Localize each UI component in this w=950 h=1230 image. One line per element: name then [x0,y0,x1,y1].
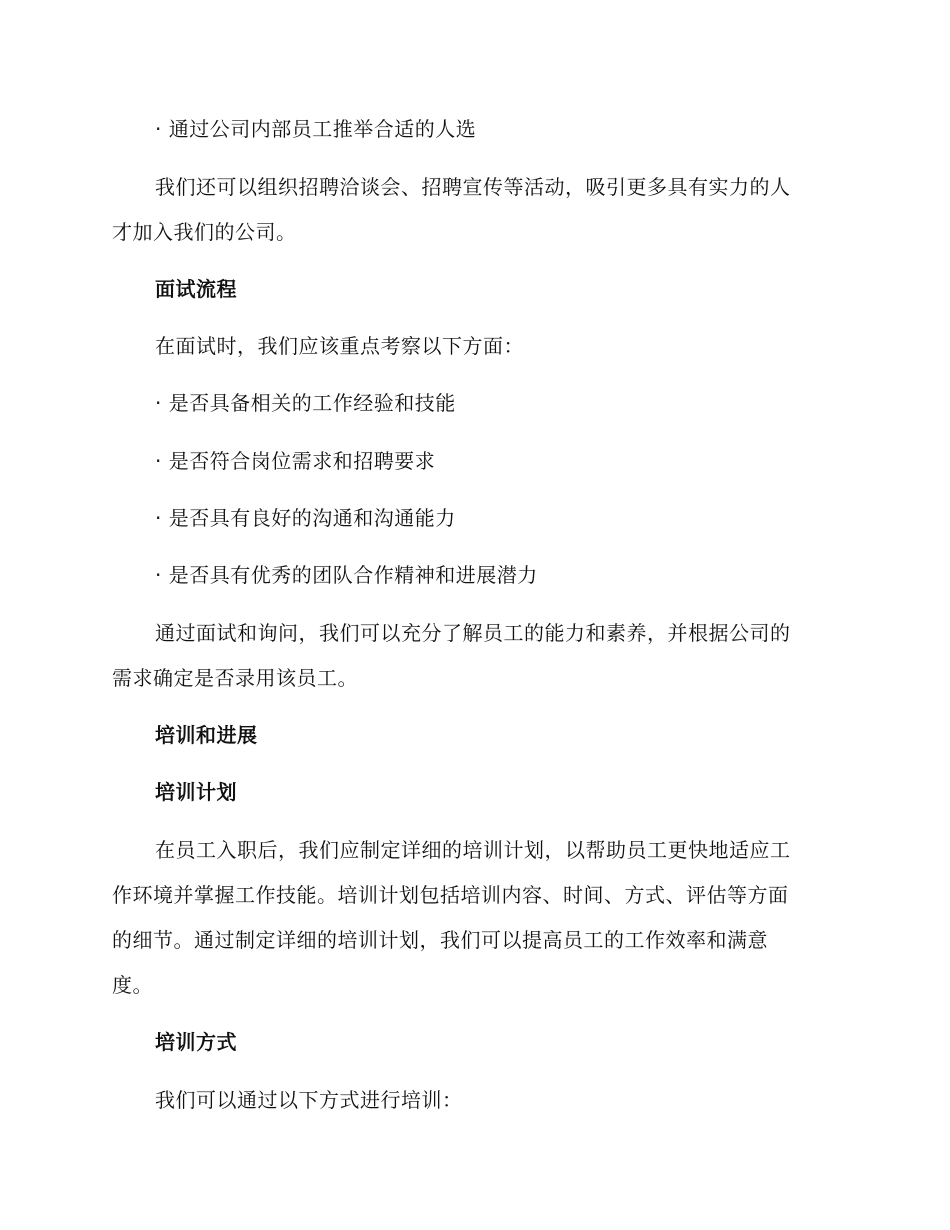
training-method-lead: 我们可以通过以下方式进行培训： [155,1088,463,1112]
interview-lead: 在面试时，我们应该重点考察以下方面： [155,334,524,358]
heading-training-plan: 培训计划 [155,780,237,804]
heading-training-development: 培训和进展 [155,723,258,747]
interview-summary-line-1: 通过面试和询问，我们可以充分了解员工的能力和素养，并根据公司的 [155,621,791,645]
training-plan-line-3: 的细节。通过制定详细的培训计划，我们可以提高员工的工作效率和满意 [112,928,768,952]
bullet-referral: · 通过公司内部员工推举合适的人选 [155,117,477,141]
paragraph-events-line-1: 我们还可以组织招聘洽谈会、招聘宣传等活动，吸引更多具有实力的人 [155,175,791,199]
interview-bullet: · 是否具有优秀的团队合作精神和进展潜力 [155,563,538,587]
training-plan-line-2: 作环境并掌握工作技能。培训计划包括培训内容、时间、方式、评估等方面 [112,883,789,907]
interview-bullet: · 是否符合岗位需求和招聘要求 [155,449,436,473]
heading-interview-process: 面试流程 [155,277,237,301]
training-plan-line-4: 度。 [112,973,153,997]
paragraph-events-line-2: 才加入我们的公司。 [112,220,297,244]
training-plan-line-1: 在员工入职后，我们应制定详细的培训计划，以帮助员工更快地适应工 [155,838,791,862]
interview-bullet: · 是否具备相关的工作经验和技能 [155,391,456,415]
interview-summary-line-2: 需求确定是否录用该员工。 [112,666,358,690]
interview-bullet: · 是否具有良好的沟通和沟通能力 [155,506,456,530]
heading-training-method: 培训方式 [155,1030,237,1054]
